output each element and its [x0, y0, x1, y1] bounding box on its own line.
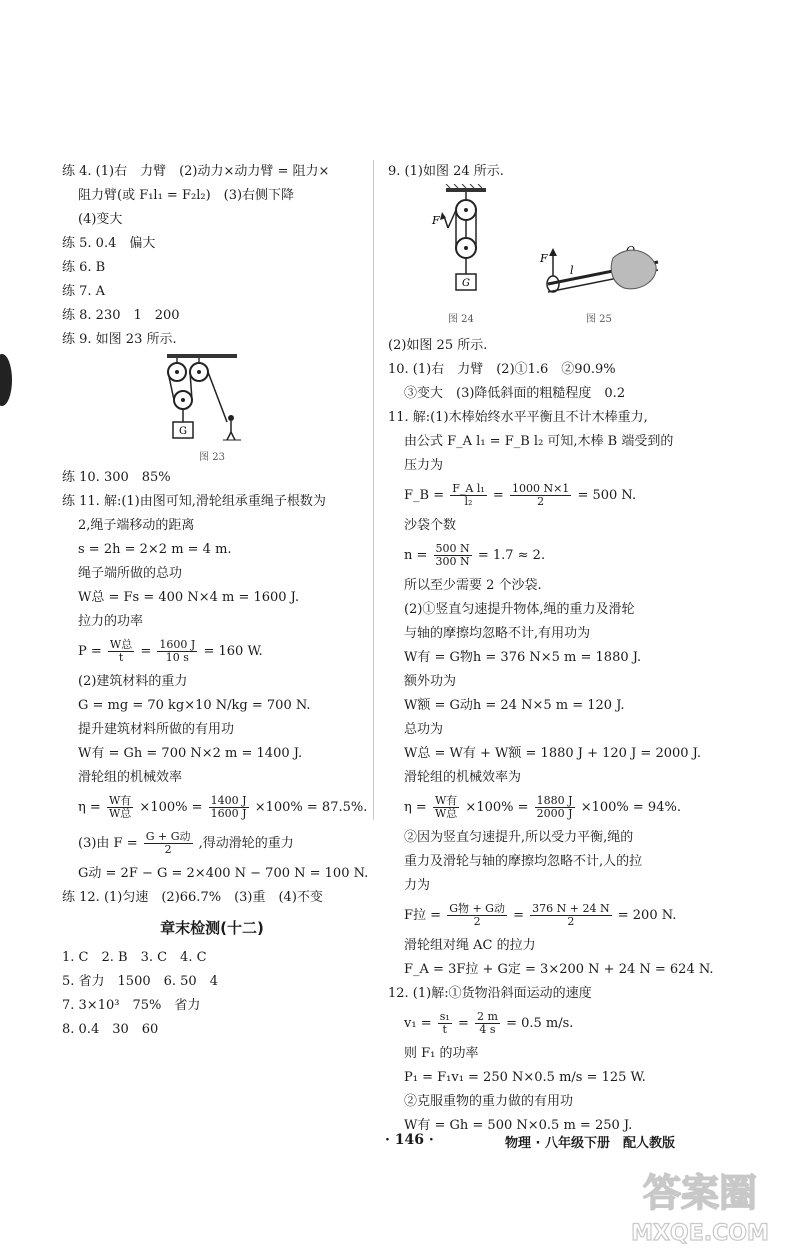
- answer-r-q11-line14: ②因为竖直匀速提升,所以受力平衡,绳的: [404, 830, 634, 845]
- fraction: [108, 639, 134, 664]
- answer-q11-line10: W有 = Gh = 700 N×2 m = 1400 J.: [78, 746, 303, 761]
- answer-q11-line3: s = 2h = 2×2 m = 4 m.: [78, 542, 232, 557]
- eq-text: = 200 N.: [617, 908, 677, 923]
- section-title: 章末检测(十二): [160, 919, 264, 937]
- answers-1-4: 1. C 2. B 3. C 4. C: [62, 950, 207, 965]
- numerator: 2 m: [476, 1010, 498, 1023]
- fig24-weight-label: G: [462, 278, 470, 289]
- answer-q9: 练 9. 如图 23 所示.: [62, 332, 177, 347]
- answer-q5: 练 5. 0.4 偏大: [62, 236, 156, 251]
- answer-q11-line12: G动 = 2F − G = 2×400 N − 700 N = 100 N.: [78, 866, 369, 881]
- numerator: G物 + G动: [449, 902, 505, 915]
- eq-text: ×100% =: [465, 800, 529, 815]
- fig25-arm-label: l: [570, 264, 574, 277]
- fraction: [447, 903, 507, 928]
- answers-5-6: 5. 省力 1500 6. 50 4: [62, 974, 218, 989]
- numerator: 1880 J: [536, 794, 573, 807]
- watermark-logo: [610, 1160, 790, 1250]
- answer-r-q11-line18: F_A = 3F拉 + G定 = 3×200 N + 24 N = 624 N.: [404, 962, 714, 977]
- eq-text: F_B =: [404, 488, 445, 503]
- fraction: [144, 831, 193, 856]
- pulley-diagram-24: [431, 184, 486, 290]
- answer-q7: 练 7. A: [62, 284, 106, 299]
- numerator: 1600 J: [159, 638, 196, 651]
- answer-r-q11-line10: W额 = G动h = 24 N×5 m = 120 J.: [404, 698, 625, 713]
- fraction: [510, 483, 571, 508]
- fig23-weight-label: G: [179, 426, 187, 437]
- efficiency-equation-r: [388, 790, 698, 826]
- fraction: [535, 795, 575, 820]
- eq-text: ,得动滑轮的重力: [198, 836, 294, 851]
- answer-r-q11-line7: 与轴的摩擦均忽略不计,有用功为: [404, 626, 591, 641]
- numerator: 376 N + 24 N: [532, 902, 610, 915]
- velocity-equation: [388, 1006, 698, 1042]
- answer-r-q12-line3: P₁ = F₁v₁ = 250 N×0.5 m/s = 125 W.: [404, 1070, 646, 1085]
- pulley-diagram-23: [157, 352, 267, 446]
- page-number: · 146 ·: [385, 1132, 434, 1148]
- answer-r-q11-line2: 由公式 F_A l₁ = F_B l₂ 可知,木棒 B 端受到的: [404, 434, 674, 449]
- figure-23: [62, 352, 362, 466]
- answer-q10: 练 10. 300 85%: [62, 470, 171, 485]
- denominator: l₂: [464, 495, 473, 508]
- fraction: [450, 483, 487, 508]
- eq-text: =: [457, 1016, 469, 1031]
- answer-r-q11-line13: 滑轮组的机械效率为: [404, 770, 522, 785]
- answer-q12: 练 12. (1)匀速 (2)66.7% (3)重 (4)不变: [62, 890, 323, 905]
- eq-text: = 0.5 m/s.: [506, 1016, 574, 1031]
- denominator: 2: [537, 495, 545, 508]
- answer-r-q12-line2: 则 F₁ 的功率: [404, 1046, 479, 1061]
- lever-diagram-25: [539, 244, 658, 292]
- fraction: [438, 1011, 452, 1036]
- watermark-text-top: 答案圈: [642, 1171, 758, 1215]
- answer-q8: 练 8. 230 1 200: [62, 308, 180, 323]
- answer-r-q11-line9: 额外功为: [404, 674, 457, 689]
- denominator: 10 s: [165, 651, 189, 664]
- denominator: W总: [108, 807, 132, 820]
- denominator: t: [442, 1023, 447, 1036]
- denominator: 2: [164, 843, 172, 856]
- answer-r-q11-line4: 沙袋个数: [404, 518, 457, 533]
- figure-25-caption: 图 25: [586, 314, 612, 325]
- answer-r-q11-line15: 重力及滑轮与轴的摩擦均忽略不计,人的拉: [404, 854, 643, 869]
- answer-q11-line1: 练 11. 解:(1)由图可知,滑轮组承重绳子根数为: [62, 494, 326, 509]
- answer-r-q10-line2: ③变大 (3)降低斜面的粗糙程度 0.2: [404, 386, 626, 401]
- answer-r-q11-line16: 力为: [404, 878, 431, 893]
- answer-r-q11-line8: W有 = G物h = 376 N×5 m = 1880 J.: [404, 650, 642, 665]
- numerator: 500 N: [435, 542, 470, 555]
- fb-equation: [388, 478, 698, 514]
- denominator: 2: [473, 915, 481, 928]
- eq-text: = 1.7 ≈ 2.: [477, 548, 546, 563]
- answer-q11-line8: G = mg = 70 kg×10 N/kg = 700 N.: [78, 698, 311, 713]
- binding-edge-mark: [0, 350, 14, 410]
- eq-text: ×100% =: [139, 800, 203, 815]
- denominator: 1600 J: [210, 807, 247, 820]
- answer-r-q9: 9. (1)如图 24 所示.: [388, 164, 504, 179]
- figures-svg: [388, 184, 678, 312]
- fraction: [475, 1011, 500, 1036]
- answer-q11-line6: 拉力的功率: [78, 614, 144, 629]
- fraction: [434, 543, 472, 568]
- eq-text: v₁ =: [404, 1016, 432, 1031]
- answer-8: 8. 0.4 30 60: [62, 1022, 159, 1037]
- eq-text: =: [492, 488, 504, 503]
- numerator: F_A l₁: [452, 482, 485, 495]
- denominator: 300 N: [435, 555, 470, 568]
- answer-r-q11-line3: 压力为: [404, 458, 444, 473]
- answer-r-q11-line11: 总功为: [404, 722, 444, 737]
- fraction: [209, 795, 249, 820]
- fig24-force-label: F: [432, 214, 440, 227]
- page-footer: [0, 1128, 800, 1158]
- eq-text: =: [513, 908, 525, 923]
- power-equation: [62, 634, 362, 670]
- n-equation: [388, 538, 698, 574]
- numerator: 1000 N×1: [511, 482, 570, 495]
- eq-text: =: [140, 644, 152, 659]
- right-column: [388, 160, 714, 1138]
- answer-q11-line5: W总 = Fs = 400 N×4 m = 1600 J.: [78, 590, 300, 605]
- numerator: 1400 J: [210, 794, 247, 807]
- fraction: [107, 795, 133, 820]
- numerator: G + G动: [145, 830, 191, 843]
- answer-r-q12-line1: 12. (1)解:①货物沿斜面运动的速度: [388, 986, 592, 1001]
- efficiency-equation: [62, 790, 368, 826]
- figure-24-caption: 图 24: [448, 314, 474, 325]
- answer-q11-line4: 绳子端所做的总功: [78, 566, 183, 581]
- eq-text: η =: [78, 800, 101, 815]
- eq-text: η =: [404, 800, 427, 815]
- watermark-text-bottom: MXQE.COM: [631, 1221, 769, 1246]
- numerator: W总: [109, 638, 133, 651]
- pull-force-equation: [388, 898, 698, 934]
- fraction: [530, 903, 611, 928]
- eq-text: (3)由 F =: [78, 836, 138, 851]
- force-equation: [62, 826, 362, 862]
- eq-text: ×100% = 94%.: [580, 800, 681, 815]
- answer-q4-line3: (4)变大: [78, 212, 123, 227]
- answer-q11-line2: 2,绳子端移动的距离: [78, 518, 195, 533]
- book-subject: 物理 · 八年级下册 配人教版: [505, 1136, 675, 1151]
- answer-r-q12-line5: W有 = Gh = 500 N×0.5 m = 250 J.: [404, 1118, 633, 1133]
- answer-r-q11-line17: 滑轮组对绳 AC 的拉力: [404, 938, 536, 953]
- denominator: 4 s: [479, 1023, 496, 1036]
- eq-text: F拉 =: [404, 908, 442, 923]
- fraction: [433, 795, 459, 820]
- fig25-force-label: F: [540, 252, 548, 265]
- eq-text: ×100% = 87.5%.: [254, 800, 368, 815]
- eq-text: = 160 W.: [203, 644, 263, 659]
- answer-q11-line11: 滑轮组的机械效率: [78, 770, 183, 785]
- numerator: s₁: [439, 1010, 450, 1023]
- eq-text: n =: [404, 548, 428, 563]
- figures-24-25: [388, 184, 698, 334]
- eq-text: = 500 N.: [577, 488, 637, 503]
- answer-q6: 练 6. B: [62, 260, 106, 275]
- answer-q4-line1: 练 4. (1)右 力臂 (2)动力×动力臂 = 阻力×: [62, 164, 330, 179]
- eq-text: P =: [78, 644, 102, 659]
- answer-q4-line2: 阻力臂(或 F₁l₁ = F₂l₂) (3)右侧下降: [78, 188, 295, 203]
- fraction: [157, 639, 197, 664]
- answer-r-q11-line6: (2)①竖直匀速提升物体,绳的重力及滑轮: [404, 602, 635, 617]
- denominator: W总: [434, 807, 458, 820]
- answer-q11-line7: (2)建筑材料的重力: [78, 674, 188, 689]
- denominator: t: [118, 651, 124, 664]
- answer-r-q11-line5: 所以至少需要 2 个沙袋.: [404, 578, 542, 593]
- figure-23-caption: 图 23: [199, 452, 225, 463]
- denominator: 2: [567, 915, 575, 928]
- answer-q11-line9: 提升建筑材料所做的有用功: [78, 722, 235, 737]
- left-column: [62, 160, 369, 1042]
- numerator: W有: [434, 794, 458, 807]
- answer-7: 7. 3×10³ 75% 省力: [62, 998, 201, 1013]
- answer-r-q10-line1: 10. (1)右 力臂 (2)①1.6 ②90.9%: [388, 362, 616, 377]
- answer-r-q9-2: (2)如图 25 所示.: [388, 338, 488, 353]
- numerator: W有: [108, 794, 132, 807]
- answer-r-q12-line4: ②克服重物的重力做的有用功: [404, 1094, 574, 1109]
- answer-r-q11-line1: 11. 解:(1)木棒始终水平平衡且不计木棒重力,: [388, 410, 648, 425]
- column-divider: [373, 160, 374, 820]
- denominator: 2000 J: [536, 807, 573, 820]
- answer-r-q11-line12: W总 = W有 + W额 = 1880 J + 120 J = 2000 J.: [404, 746, 702, 761]
